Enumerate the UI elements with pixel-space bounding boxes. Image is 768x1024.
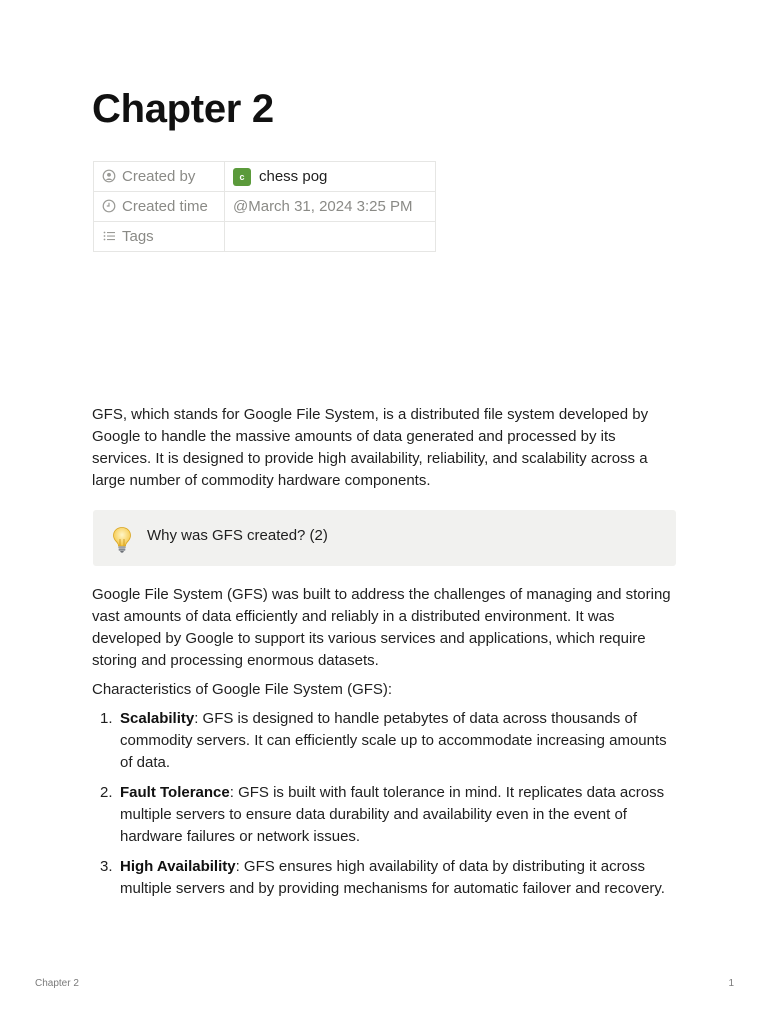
list-item	[92, 708, 678, 774]
list-item-number: 1.	[100, 710, 113, 727]
avatar: c	[233, 168, 251, 186]
property-key-label: Created time	[122, 198, 208, 215]
created-by-value: chess pog	[259, 167, 328, 185]
callout-text: Why was GFS created? (2)	[147, 527, 328, 544]
property-key-label: Tags	[122, 228, 154, 245]
list-item-term: Fault Tolerance	[120, 784, 230, 801]
list-item-text: : GFS ensures high availability of data by distributing it across multiple servers and by providing mechanisms for automatic failover and recovery.	[120, 858, 665, 897]
property-key	[94, 222, 225, 252]
characteristics-list	[92, 708, 678, 908]
property-row-tags	[94, 222, 436, 252]
person-circle-icon	[102, 169, 116, 183]
page-title: Chapter 2	[92, 87, 274, 131]
property-key-label: Created by	[122, 168, 196, 185]
property-value[interactable]	[225, 162, 436, 192]
property-row-created-time	[94, 192, 436, 222]
list-item	[92, 856, 678, 900]
list-item	[92, 782, 678, 848]
footer-page-number: 1	[728, 978, 734, 989]
list-item-text: : GFS is designed to handle petabytes of data across thousands of commodity servers. It can efficiently scale up to accommodate increasing amounts of data.	[120, 710, 667, 771]
property-row-created-by	[94, 162, 436, 192]
list-item-term: High Availability	[120, 858, 236, 875]
clock-icon	[102, 199, 116, 213]
property-value[interactable]	[225, 192, 436, 222]
property-key	[94, 162, 225, 192]
paragraph-2: Google File System (GFS) was built to address the challenges of managing and storing vast amounts of data efficiently and reliably in a distributed environment. It was developed by Google to support its various services and applications, which require storing and processing enormous datasets.	[92, 586, 671, 669]
list-item-number: 3.	[100, 858, 113, 875]
property-key	[94, 192, 225, 222]
created-time-value: @March 31, 2024 3:25 PM	[233, 198, 413, 215]
list-item-text: : GFS is built with fault tolerance in mind. It replicates data across multiple servers to ensure data durability and availability even in the event of hardware failures or network issues.	[120, 784, 665, 845]
list-item-number: 2.	[100, 784, 113, 801]
properties-table	[93, 161, 436, 252]
list-icon	[102, 229, 116, 243]
intro-paragraph: GFS, which stands for Google File System, is a distributed file system developed by Google to handle the massive amounts of data generated and processed by its services. It is designed to provide high availability, reliability, and scalability across a large number of commodity hardware components.	[92, 406, 649, 489]
callout-block	[93, 510, 676, 566]
lightbulb-icon	[111, 526, 133, 554]
tags-value[interactable]	[225, 222, 436, 252]
list-item-term: Scalability	[120, 710, 195, 727]
characteristics-heading: Characteristics of Google File System (GFS):	[92, 681, 393, 698]
footer-document-title: Chapter 2	[35, 978, 79, 989]
